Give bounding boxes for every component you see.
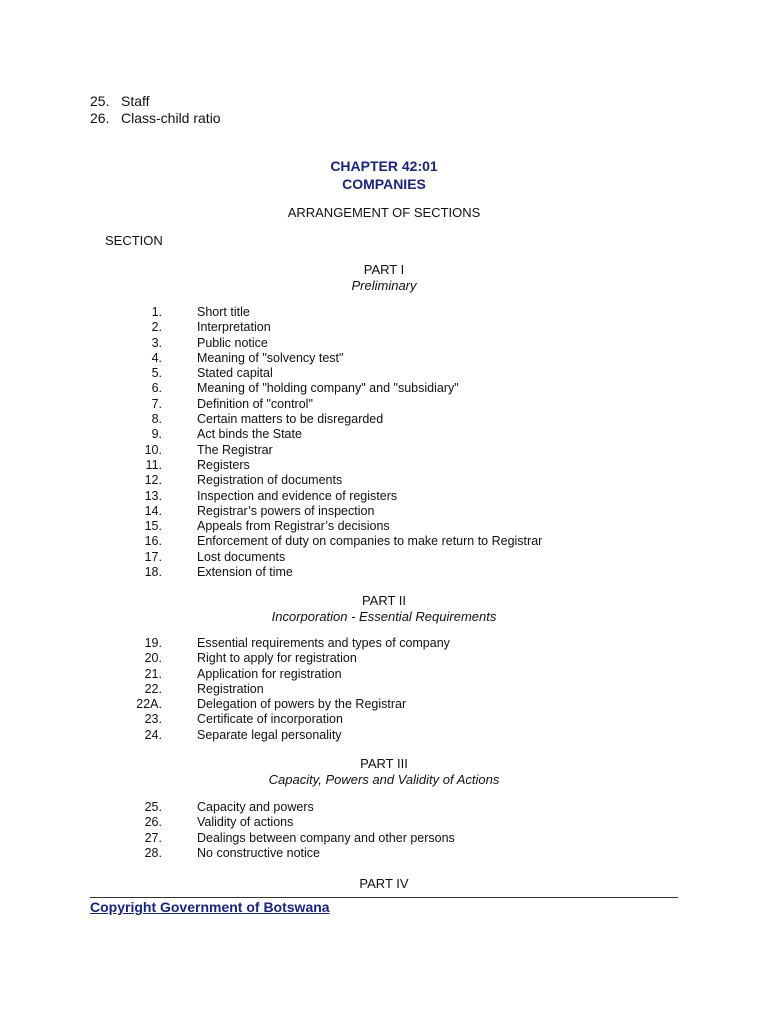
section-entry — [0, 336, 768, 351]
section-entry — [0, 682, 768, 697]
section-title: Certain matters to be disregarded — [197, 412, 384, 427]
item-title: Class-child ratio — [121, 110, 221, 126]
section-entry — [0, 800, 768, 815]
section-number: 14. — [144, 503, 162, 518]
section-entry — [0, 427, 768, 442]
section-number: 10. — [144, 442, 162, 457]
section-number: 9. — [151, 427, 162, 442]
section-entry — [0, 381, 768, 396]
section-title: Essential requirements and types of company — [197, 636, 450, 650]
section-title: Right to apply for registration — [197, 651, 357, 666]
section-entry — [0, 473, 768, 488]
section-number: 17. — [144, 549, 162, 564]
section-title: Extension of time — [197, 565, 293, 580]
section-number: 20. — [144, 651, 162, 666]
part-subtitle: Incorporation - Essential Requirements — [271, 609, 497, 624]
list-item — [90, 93, 221, 110]
part-label: PART II — [361, 593, 407, 608]
section-entry — [0, 397, 768, 412]
part-subtitle: Preliminary — [351, 278, 417, 293]
section-title: Capacity and powers — [197, 800, 314, 814]
section-entry — [0, 831, 768, 846]
section-title: Certificate of incorporation — [197, 712, 343, 727]
section-title: Public notice — [197, 335, 268, 350]
section-number: 23. — [144, 712, 162, 727]
section-title: Application for registration — [197, 666, 342, 681]
section-title: Registration — [197, 681, 264, 696]
section-title: Appeals from Registrar’s decisions — [197, 519, 390, 534]
section-title: Short title — [197, 305, 250, 319]
section-number: 27. — [144, 830, 162, 845]
section-title: Inspection and evidence of registers — [197, 488, 398, 503]
section-entry — [0, 712, 768, 727]
section-number: 16. — [144, 534, 162, 549]
section-number: 28. — [144, 845, 162, 860]
section-number: 26. — [144, 815, 162, 830]
copyright-link[interactable]: Copyright Government of Botswana — [90, 899, 330, 915]
section-title: Separate legal personality — [197, 727, 342, 742]
part-1-sections — [0, 305, 768, 580]
section-number: 25. — [144, 800, 162, 814]
section-number: 22. — [144, 681, 162, 696]
section-entry — [0, 846, 768, 861]
section-number: 21. — [144, 666, 162, 681]
section-entry — [0, 443, 768, 458]
section-number: 22A. — [136, 697, 162, 712]
section-number: 7. — [151, 396, 162, 411]
section-number: 8. — [151, 412, 162, 427]
part-3-sections — [0, 800, 768, 861]
section-entry — [0, 458, 768, 473]
section-entry — [0, 412, 768, 427]
section-title: Registers — [197, 457, 250, 472]
section-title: Stated capital — [197, 366, 273, 381]
section-entry — [0, 305, 768, 320]
chapter-number: CHAPTER 42:01 — [330, 158, 438, 174]
item-number: 26. — [90, 110, 110, 126]
section-number: 4. — [151, 350, 162, 365]
part-label: PART I — [363, 262, 405, 277]
section-entry — [0, 366, 768, 381]
section-title: Meaning of "solvency test" — [197, 350, 344, 365]
section-number: 2. — [151, 320, 162, 335]
section-number: 24. — [144, 727, 162, 742]
section-entry — [0, 651, 768, 666]
section-label: SECTION — [105, 233, 163, 248]
section-title: Meaning of "holding company" and "subsidiary" — [197, 381, 459, 396]
section-title: Enforcement of duty on companies to make return to Registrar — [197, 534, 543, 549]
section-entry — [0, 351, 768, 366]
list-item — [90, 110, 221, 127]
section-entry — [0, 504, 768, 519]
chapter-name: COMPANIES — [342, 176, 426, 192]
section-entry — [0, 815, 768, 830]
section-title: Definition of "control" — [197, 396, 313, 411]
section-number: 18. — [144, 565, 162, 580]
part-2-sections — [0, 636, 768, 743]
part-label: PART IV — [359, 876, 409, 891]
section-entry — [0, 636, 768, 651]
section-number: 12. — [144, 473, 162, 488]
section-entry — [0, 697, 768, 712]
section-title: The Registrar — [197, 442, 273, 457]
section-entry — [0, 667, 768, 682]
section-number: 11. — [145, 457, 162, 472]
section-number: 13. — [144, 488, 162, 503]
part-subtitle: Capacity, Powers and Validity of Actions — [268, 772, 500, 787]
footer-divider — [90, 897, 678, 898]
section-entry — [0, 534, 768, 549]
section-title: Delegation of powers by the Registrar — [197, 697, 407, 712]
section-number: 5. — [151, 366, 162, 381]
section-entry — [0, 728, 768, 743]
item-title: Staff — [121, 93, 150, 109]
arrangement-heading: ARRANGEMENT OF SECTIONS — [287, 205, 481, 220]
section-title: Interpretation — [197, 320, 271, 335]
section-title: Registrar’s powers of inspection — [197, 503, 375, 518]
section-entry — [0, 519, 768, 534]
section-number: 3. — [151, 335, 162, 350]
section-title: No constructive notice — [197, 845, 320, 860]
section-title: Lost documents — [197, 549, 286, 564]
section-number: 6. — [151, 381, 162, 396]
section-number: 19. — [144, 636, 162, 650]
section-entry — [0, 550, 768, 565]
section-title: Registration of documents — [197, 473, 343, 488]
section-title: Dealings between company and other persons — [197, 830, 455, 845]
section-number: 15. — [144, 519, 162, 534]
section-entry — [0, 320, 768, 335]
item-number: 25. — [90, 93, 110, 109]
section-entry — [0, 565, 768, 580]
section-title: Act binds the State — [197, 427, 302, 442]
part-label: PART III — [360, 756, 408, 771]
section-number: 1. — [151, 305, 162, 319]
section-entry — [0, 489, 768, 504]
section-title: Validity of actions — [197, 815, 294, 830]
previous-chapter-items — [90, 93, 221, 127]
